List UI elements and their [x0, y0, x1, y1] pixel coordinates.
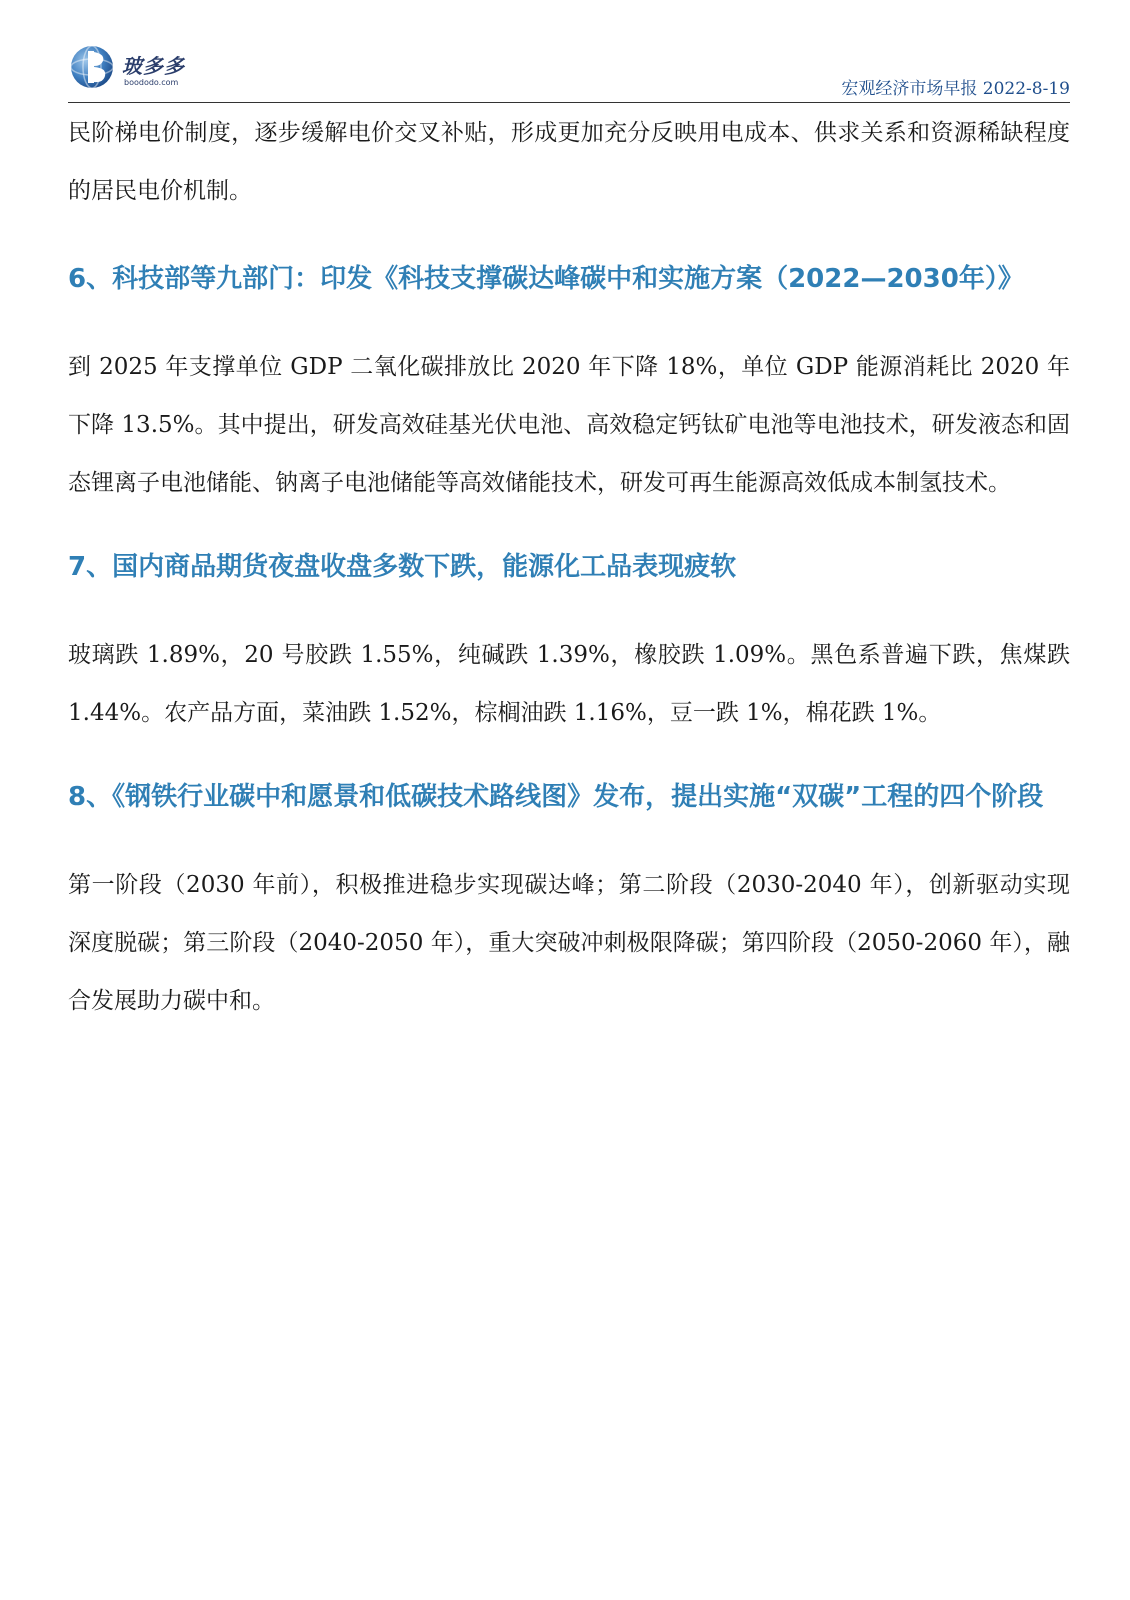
section-7-paragraph: 玻璃跌 1.89%，20 号胶跌 1.55%，纯碱跌 1.39%，橡胶跌 1.09%。黑色系普遍下跌，焦煤跌 1.44%。农产品方面，菜油跌 1.52%，棕榈油跌 1.16%，豆一跌 1%，棉花跌 1%。: [68, 642, 1070, 726]
section-8-paragraph: 第一阶段（2030 年前），积极推进稳步实现碳达峰；第二阶段（2030-2040 年），创新驱动实现深度脱碳；第三阶段（2040-2050 年），重大突破冲刺极限降碳；第四阶段（2050-2060 年），融合发展助力碳中和。: [68, 872, 1070, 1014]
page-content: [68, 104, 1070, 1030]
report-title: 宏观经济市场早报 2022-8-19: [841, 79, 1070, 99]
section-6-paragraph: 到 2025 年支撑单位 GDP 二氧化碳排放比 2020 年下降 18%，单位 GDP 能源消耗比 2020 年下降 13.5%。其中提出，研发高效硅基光伏电池、高效稳定钙钛矿电池等电池技术，研发液态和固态锂离子电池储能、钠离子电池储能等高效储能技术，研发可再生能源高效低成本制氢技术。: [68, 354, 1070, 496]
section-7-heading: 7、国内商品期货夜盘收盘多数下跌，能源化工品表现疲软: [68, 552, 737, 582]
logo-subtext: boododo.com: [124, 78, 179, 87]
section-6-heading: 6、科技部等九部门：印发《科技支撑碳达峰碳中和实施方案（2022—2030年）》: [68, 264, 1024, 294]
globe-logo-icon: [68, 42, 118, 92]
logo-text: 玻多多: [122, 54, 185, 78]
page-header: [68, 40, 1070, 103]
brand-logo: [68, 42, 208, 94]
intro-paragraph: 民阶梯电价制度，逐步缓解电价交叉补贴，形成更加充分反映用电成本、供求关系和资源稀缺程度的居民电价机制。: [68, 120, 1070, 204]
section-8-heading: 8、《钢铁行业碳中和愿景和低碳技术路线图》发布，提出实施“双碳”工程的四个阶段: [68, 782, 1044, 812]
